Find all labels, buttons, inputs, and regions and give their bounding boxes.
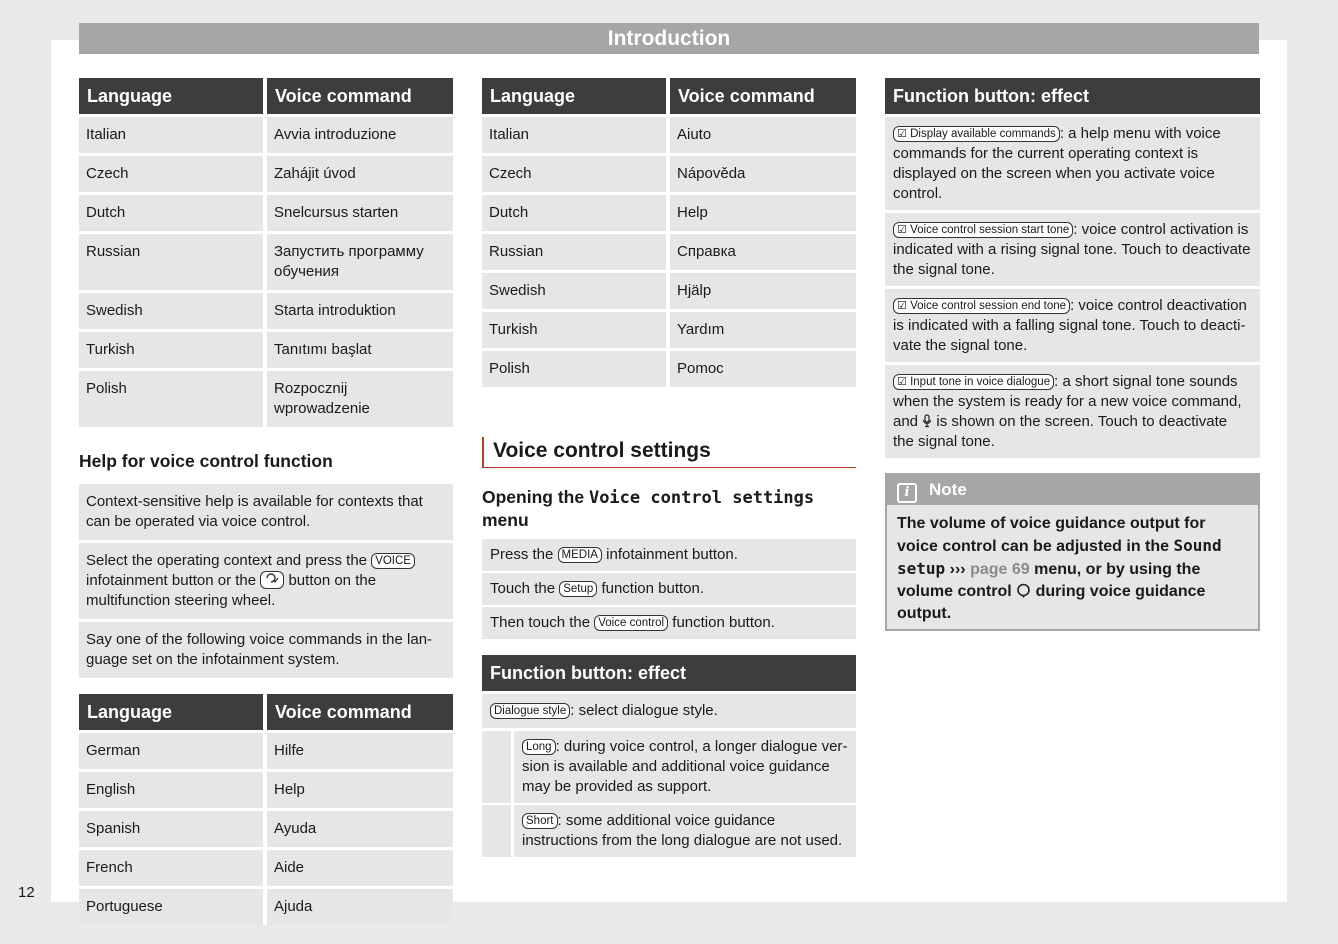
text: Voice control session start tone [910,224,1070,236]
indent-spacer [482,805,514,857]
table-row [79,371,453,427]
text: : some additional voice guidance instructions from the long dialogue are not used. [522,812,843,849]
text: menu [482,510,529,530]
help-section-title: Help for voice control function [79,451,333,471]
cell-command: Yardım [670,312,856,351]
cell-language: Czech [79,156,267,195]
language-table-1 [79,78,453,427]
voice-control-wheel-icon [260,571,284,589]
long-button-label: Long [522,739,556,755]
menu-name: Sound setup [897,536,1222,578]
function-effect-header: Function button: effect [482,655,856,691]
text: Press the [490,546,554,563]
subrow-text [514,805,856,857]
function-effect-row [885,365,1260,458]
cell-language: Swedish [79,293,267,332]
cell-command: Ajuda [267,889,453,925]
function-effect-row [885,213,1260,286]
step-row [482,607,856,639]
table-row [482,234,856,273]
cell-command: Aide [267,850,453,889]
note-box [885,473,1260,631]
table-row [482,312,856,351]
text: infotainment button or the [86,572,257,589]
column-left [79,78,453,925]
language-table-3 [482,78,856,387]
cell-language: Polish [79,371,267,427]
start-tone-button-label [893,222,1073,238]
help-paragraph: Context-sensitive help is available for contexts that can be operated via voice control. [79,484,453,540]
text: button on the multifunction steering wheel. [86,572,377,609]
dialogue-style-button-label: Dialogue style [490,703,570,719]
display-commands-button-label [893,126,1060,142]
text: Display available commands [910,128,1056,140]
table-row [79,850,453,889]
cell-command: Avvia introduzione [267,117,453,156]
info-icon: i [897,483,917,503]
text: function button. [672,614,775,631]
table-header-command: Voice command [670,78,856,117]
column-middle [482,78,856,859]
table-header-language: Language [482,78,670,117]
cell-language: Turkish [482,312,670,351]
microphone-icon [922,414,932,428]
chapter-header: Introduction [79,23,1259,54]
function-effect-header: Function button: effect [885,78,1260,114]
cell-command: Snelcursus starten [267,195,453,234]
table-row [79,293,453,332]
cell-command: Nápověda [670,156,856,195]
text: Then touch the [490,614,591,631]
note-body [887,505,1258,629]
cell-language: Dutch [79,195,267,234]
text: : voice control deactivation is indicated with a falling signal tone. Touch to deactivate the signal tone. [893,297,1247,354]
help-paragraph: Say one of the following voice commands in the language set on the infotainment system. [79,622,453,678]
table-row [79,195,453,234]
text: Select the operating context and press the [86,552,368,569]
function-effect-subrow [482,731,856,803]
settings-section-title: Voice control settings [482,437,856,468]
page-link[interactable] [950,561,1030,578]
text: infotainment button. [606,546,738,563]
step-row [482,573,856,605]
table-header-language: Language [79,78,267,117]
volume-knob-icon [1016,583,1031,598]
voice-control-button-label: Voice control [594,615,668,631]
checkbox-icon: ☑ [897,128,907,140]
cell-command: Pomoc [670,351,856,387]
table-row [79,156,453,195]
cell-language: Italian [482,117,670,156]
page-number: 12 [18,884,35,901]
cell-command: Ayuda [267,811,453,850]
text: : select dialogue style. [570,702,718,719]
settings-subtitle [482,486,856,531]
cell-language: Spanish [79,811,267,850]
text: Voice control session end tone [910,300,1067,312]
function-effect-row [885,289,1260,362]
cell-command: Hjälp [670,273,856,312]
menu-name: Voice control settings [588,488,815,508]
text: : a help menu with voice commands for the current operating context is displayed on the screen when you activate voice control. [893,125,1221,202]
cell-command: Справка [670,234,856,273]
cell-language: Italian [79,117,267,156]
table-header-command: Voice command [267,78,453,117]
text: Input tone in voice dialogue [910,376,1051,388]
cell-command: Hilfe [267,733,453,772]
checkbox-icon: ☑ [897,300,907,312]
voice-button-label: VOICE [371,553,415,569]
cell-language: Russian [79,234,267,293]
end-tone-button-label [893,298,1070,314]
cell-command: Rozpocznij wprowadzenie [267,371,453,427]
text: Opening the [482,487,585,507]
short-button-label: Short [522,813,558,829]
cell-command: Starta introduktion [267,293,453,332]
function-effect-row [482,694,856,728]
column-right [885,78,1260,631]
text: is shown on the screen. Touch to deactivate the signal tone. [893,413,1228,450]
table-row [482,156,856,195]
text: : a short signal tone sounds when the system is ready for a new voice command, and [893,373,1242,430]
arrows-icon: ››› [949,561,966,578]
note-title: Note [929,480,967,499]
cell-language: Turkish [79,332,267,371]
step-row [482,539,856,571]
table-row [79,772,453,811]
setup-button-label: Setup [559,581,597,597]
function-effect-subrow [482,805,856,857]
text: : voice control activation is indicated with a rising signal tone. Touch to deactivate the signal tone. [893,221,1251,278]
table-row [79,733,453,772]
table-header-command: Voice command [267,694,453,733]
text: : during voice control, a longer dialogue version is available and additional voice guidance may be provided as support. [522,738,848,795]
cell-command: Zahájit úvod [267,156,453,195]
cell-command: Aiuto [670,117,856,156]
help-paragraph [79,543,453,619]
cell-command: Help [267,772,453,811]
table-row [79,811,453,850]
table-row [482,351,856,387]
text: function button. [601,580,705,597]
cell-command: Tanıtımı başlat [267,332,453,371]
text: The volume of voice guidance output for voice control can be adjusted in the [897,515,1206,555]
cell-language: German [79,733,267,772]
language-table-2 [79,694,453,925]
cell-language: Portuguese [79,889,267,925]
cell-command: Help [670,195,856,234]
subrow-text [514,731,856,803]
cell-language: French [79,850,267,889]
media-button-label: MEDIA [558,547,602,563]
input-tone-button-label [893,374,1054,390]
cell-language: Polish [482,351,670,387]
checkbox-icon: ☑ [897,376,907,388]
cell-language: Swedish [482,273,670,312]
note-header [887,475,1258,505]
text: during voice guidance output. [897,583,1206,622]
table-row [79,332,453,371]
table-row [79,889,453,925]
indent-spacer [482,731,514,803]
text: Touch the [490,580,556,597]
table-row [79,117,453,156]
cell-language: English [79,772,267,811]
cell-language: Dutch [482,195,670,234]
function-effect-row [885,117,1260,210]
table-header-language: Language [79,694,267,733]
text: menu, or by using the volume control [897,561,1201,600]
cell-language: Czech [482,156,670,195]
cell-command: Запустить программу обучения [267,234,453,293]
table-row [482,195,856,234]
table-row [79,234,453,293]
table-row [482,117,856,156]
cell-language: Russian [482,234,670,273]
link-text: page 69 [970,561,1030,578]
table-row [482,273,856,312]
checkbox-icon: ☑ [897,224,907,236]
